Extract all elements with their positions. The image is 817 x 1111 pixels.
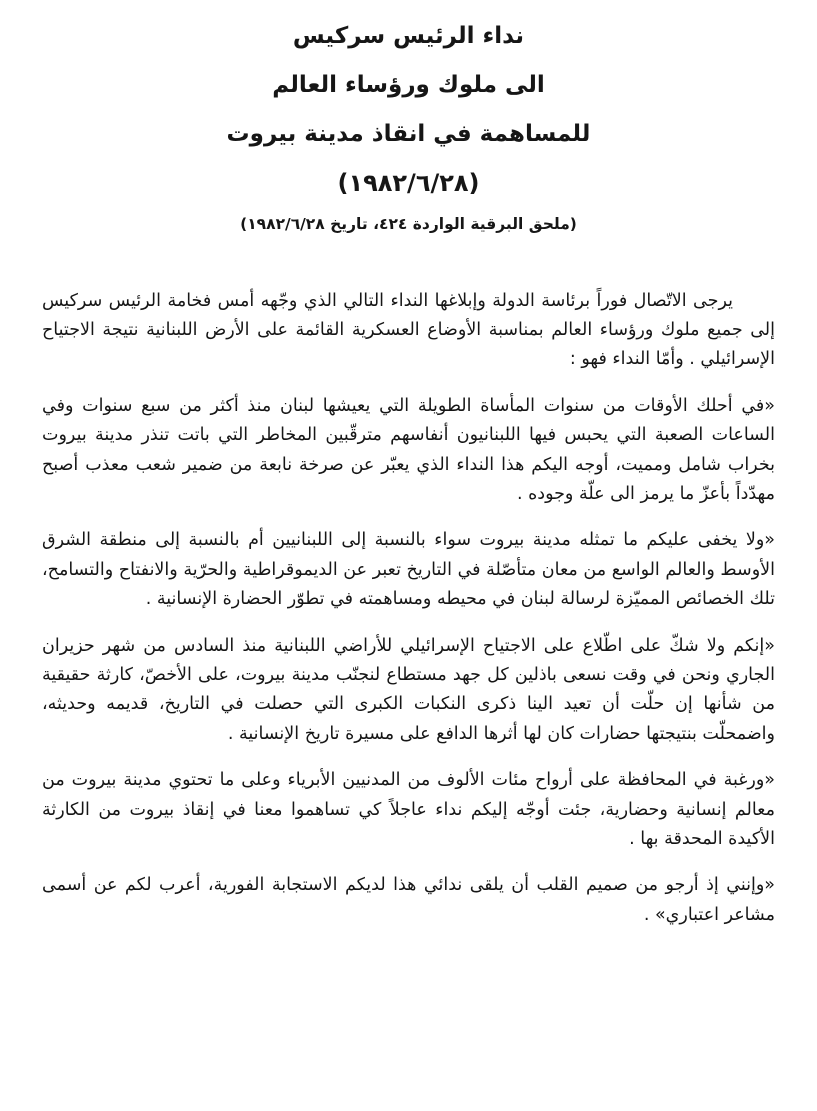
title-line-addressees: الى ملوك ورؤساء العالم bbox=[272, 71, 545, 98]
telegram-reference-note: (ملحق البرقية الواردة ٤٢٤، تاريخ ١٩٨٢/٦/٢٨) bbox=[240, 214, 577, 233]
document-body bbox=[42, 287, 775, 930]
document-title: نداء الرئيس سركيس bbox=[292, 23, 525, 49]
paragraph-closing: «وإنني إذ أرجو من صميم القلب أن يلقى ندائي هذا لديكم الاستجابة الفورية، أعرب لكم عن أسمى مشاعر اعتباري» . bbox=[42, 875, 775, 925]
paragraph-beirut-significance: «ولا يخفى عليكم ما تمثله مدينة بيروت سواء بالنسبة إلى اللبنانيين أم بالنسبة إلى منطقة الشرق الأوسط والعالم الواسع من معان متأصّلة في التاريخ تعبر عن الديموقراطية والحرّية والانفتاح والتسامح، تلك الخصائص المميّزة لرسالة لبنان في محيطه ومساهمته في تطوّر الحضارة الإنسانية . bbox=[42, 530, 775, 610]
paragraph-appeal-opening: «في أحلك الأوقات من سنوات المأساة الطويلة التي يعيشها لبنان منذ أكثر من سبع سنوات وفي الساعات الصعبة التي يحبس فيها اللبنانيون أنفاسهم مترقّبين المخاطر التي باتت تنذر مدينة بيروت بخراب شامل ومميت، أوجه اليكم هذا النداء الذي يعبّر عن صرخة نابعة من ضمير شعب معذب أصبح مهدّداً بأعزّ ما يرمز الى علّة وجوده . bbox=[42, 395, 775, 505]
paragraph-transmittal-instruction: يرجى الاتّصال فوراً برئاسة الدولة وإبلاغها النداء التالي الذي وجّهه أمس فخامة الرئيس سركيس إلى جميع ملوك ورؤساء العالم بمناسبة الأوضاع العسكرية القائمة على الأرض اللبنانية نتيجة الاجتياح الإسرائيلي . وأمّا النداء فهو : bbox=[42, 290, 775, 370]
paragraph-urgent-call: «ورغبة في المحافظة على أرواح مئات الألوف من المدنيين الأبرياء وعلى ما تحتوي مدينة بيروت من معالم إنسانية وحضارية، جئت أوجّه إليكم نداء عاجلاً كي تساهموا معنا في إنقاذ بيروت من الكارثة الأكيدة المحدقة بها . bbox=[42, 770, 775, 849]
paragraph-invasion-context: «إنكم ولا شكّ على اطّلاع على الاجتياح الإسرائيلي للأراضي اللبنانية منذ السادس من شهر حزيران الجاري ونحن في وقت نسعى باذلين كل جهد مستطاع لنجنّب مدينة بيروت، على الأخصّ، كارثة حقيقية من شأنها إن حلّت أن تعيد الينا ذكرى النكبات الكبرى التي حصلت في التاريخ، قديمه وحديثه، واضمحلّت بنتيجتها حضارات كان لها أثرها الدافع على مسيرة تاريخ الإنسانية . bbox=[42, 635, 775, 744]
title-block bbox=[42, 22, 775, 233]
title-line-purpose: للمساهمة في انقاذ مدينة بيروت bbox=[226, 120, 591, 147]
document-date: (١٩٨٢/٦/٢٨) bbox=[337, 168, 480, 197]
